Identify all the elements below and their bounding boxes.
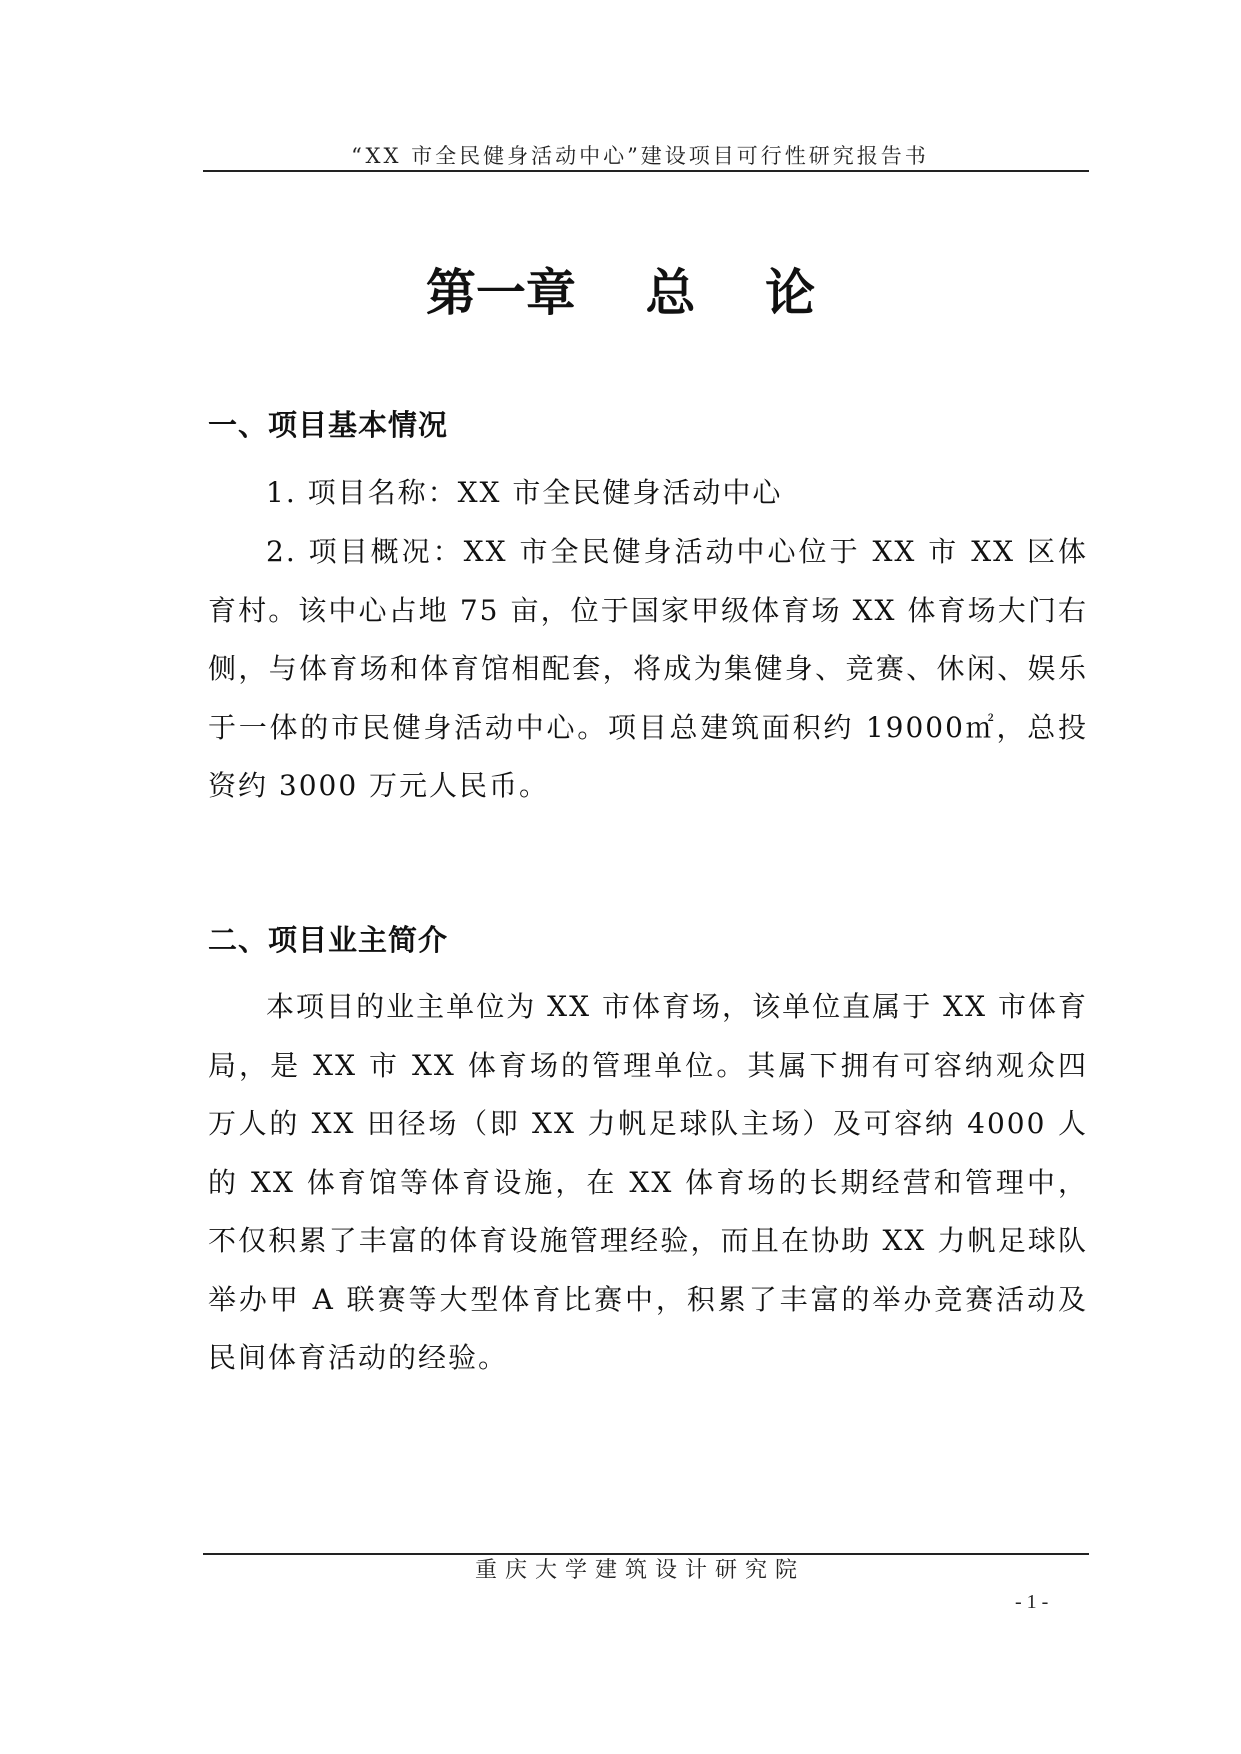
- header-rule: [203, 170, 1089, 172]
- header-title: “XX 市全民健身活动中心”建设项目可行性研究报告书: [351, 144, 929, 168]
- paragraph-owner-intro: [208, 978, 1088, 1388]
- footer-institution: 重庆大学建筑设计研究院: [474, 1558, 805, 1583]
- paragraph-project-name: [208, 464, 1088, 523]
- page-number: - 1 -: [1015, 1591, 1049, 1613]
- paragraph-project-overview-text: 2. 项目概况：XX 市全民健身活动中心位于 XX 市 XX 区体育村。该中心占地 75 亩，位于国家甲级体育场 XX 体育场大门右侧，与体育场和体育馆相配套，将成为集健身、竞赛、休闲、娱乐于一体的市民健身活动中心。项目总建筑面积约 19000㎡，总投资约 3000 万元人民币。: [208, 535, 1088, 802]
- chapter-title: 第一章 总 论: [425, 264, 816, 322]
- paragraph-owner-intro-text: 本项目的业主单位为 XX 市体育场，该单位直属于 XX 市体育局，是 XX 市 XX 体育场的管理单位。其属下拥有可容纳观众四万人的 XX 田径场（即 XX 力帆足球队主场）及可容纳 4000 人的 XX 体育馆等体育设施，在 XX 体育场的长期经营和管理中，不仅积累了丰富的体育设施管理经验，而且在协助 XX 力帆足球队举办甲 A 联赛等大型体育比赛中，积累了丰富的举办竞赛活动及民间体育活动的经验。: [208, 990, 1088, 1374]
- paragraph-project-name-text: 1. 项目名称：XX 市全民健身活动中心: [266, 476, 783, 509]
- section-heading-owner-intro: 二、项目业主简介: [208, 923, 449, 957]
- section-heading-project-basics: 一、项目基本情况: [208, 408, 449, 442]
- paragraph-project-overview: [208, 523, 1088, 816]
